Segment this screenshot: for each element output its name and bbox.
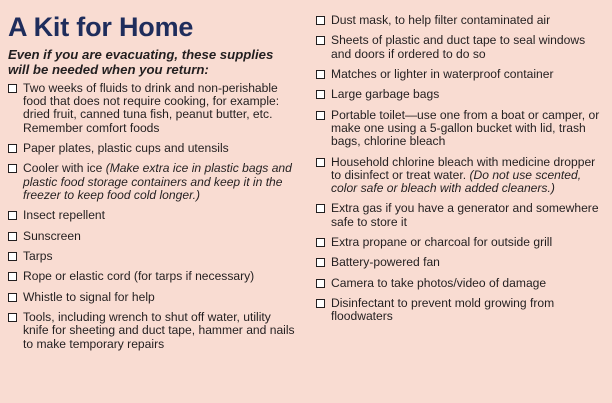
right-column [316, 14, 608, 331]
item-text: Disinfectant to prevent mold growing from floodwaters [331, 296, 555, 324]
checkbox-icon [8, 164, 17, 173]
checklist-item [8, 291, 298, 304]
item-text: Matches or lighter in waterproof container [331, 66, 554, 81]
checkbox-icon [8, 211, 17, 220]
checklist-item [8, 250, 298, 263]
item-text: Portable toilet—use one from a boat or camper, or make one using a 5-gallon bucket with lid, trash bags, chlorine bleach [331, 107, 600, 149]
checkbox-icon [316, 111, 325, 120]
item-note: (Do not use scented, color safe or bleach with added cleaners.) [331, 167, 582, 195]
checklist-item [316, 236, 608, 249]
checklist-item [316, 256, 608, 269]
checkbox-icon [316, 258, 325, 267]
checkbox-icon [316, 279, 325, 288]
item-text: Extra gas if you have a generator and somewhere safe to store it [331, 201, 599, 229]
checkbox-icon [8, 313, 17, 322]
item-text: Dust mask, to help filter contaminated air [331, 13, 551, 27]
item-text: Insect repellent [23, 208, 106, 223]
item-text: Extra propane or charcoal for outside grill [331, 234, 553, 249]
checkbox-icon [8, 144, 17, 153]
checkbox-icon [316, 204, 325, 213]
checklist-item [316, 297, 608, 323]
checkbox-icon [8, 84, 17, 93]
item-text: Sunscreen [23, 228, 81, 243]
checkbox-icon [8, 232, 17, 241]
page-subtitle: Even if you are evacuating, these supplies will be needed when you return: [8, 47, 274, 77]
checklist-item [8, 311, 298, 351]
item-text: Two weeks of fluids to drink and non-perishable food that does not require cooking, for example: dried fruit, canned tuna fish, peanut butter, etc. Remember comfort foods [23, 81, 280, 135]
left-column [8, 0, 298, 358]
checkbox-icon [316, 70, 325, 79]
checklist-item [8, 142, 298, 155]
checklist-item [316, 14, 608, 27]
checkbox-icon [8, 272, 17, 281]
item-text: Camera to take photos/video of damage [331, 275, 547, 290]
checklist-item [316, 277, 608, 290]
checkbox-icon [8, 252, 17, 261]
checkbox-icon [316, 238, 325, 247]
checklist-item [8, 82, 298, 135]
checklist-item [316, 68, 608, 81]
item-text: Household chlorine bleach with medicine dropper to disinfect or treat water. [331, 154, 596, 182]
checklist-item [316, 109, 608, 149]
item-note: (Make extra ice in plastic bags and plastic food storage containers and keep it in the freezer to keep food cold longer.) [23, 161, 292, 202]
item-text: Tarps [23, 248, 53, 263]
checklist-item [8, 162, 298, 202]
item-text: Sheets of plastic and duct tape to seal windows and doors if ordered to do so [331, 33, 586, 61]
checkbox-icon [8, 293, 17, 302]
checkbox-icon [316, 299, 325, 308]
item-text: Rope or elastic cord (for tarps if necessary) [23, 269, 255, 284]
checklist-item [316, 202, 608, 228]
item-text: Battery-powered fan [331, 255, 440, 270]
right-checklist [316, 14, 608, 324]
item-text: Cooler with ice [23, 161, 106, 176]
checkbox-icon [316, 36, 325, 45]
item-text: Tools, including wrench to shut off water, utility knife for sheeting and duct tape, hammer and nails to make temporary repairs [23, 310, 295, 351]
checklist-item [8, 230, 298, 243]
item-text: Paper plates, plastic cups and utensils [23, 141, 229, 155]
item-text: Large garbage bags [331, 87, 440, 102]
left-checklist [8, 82, 298, 351]
checklist-item [316, 34, 608, 60]
checklist-item [8, 209, 298, 222]
checkbox-icon [316, 90, 325, 99]
checkbox-icon [316, 158, 325, 167]
checklist-item [316, 156, 608, 196]
page-title: A Kit for Home [8, 12, 194, 42]
checklist-item [316, 88, 608, 101]
checklist-item [8, 270, 298, 283]
item-text: Whistle to signal for help [23, 289, 155, 304]
checkbox-icon [316, 16, 325, 25]
